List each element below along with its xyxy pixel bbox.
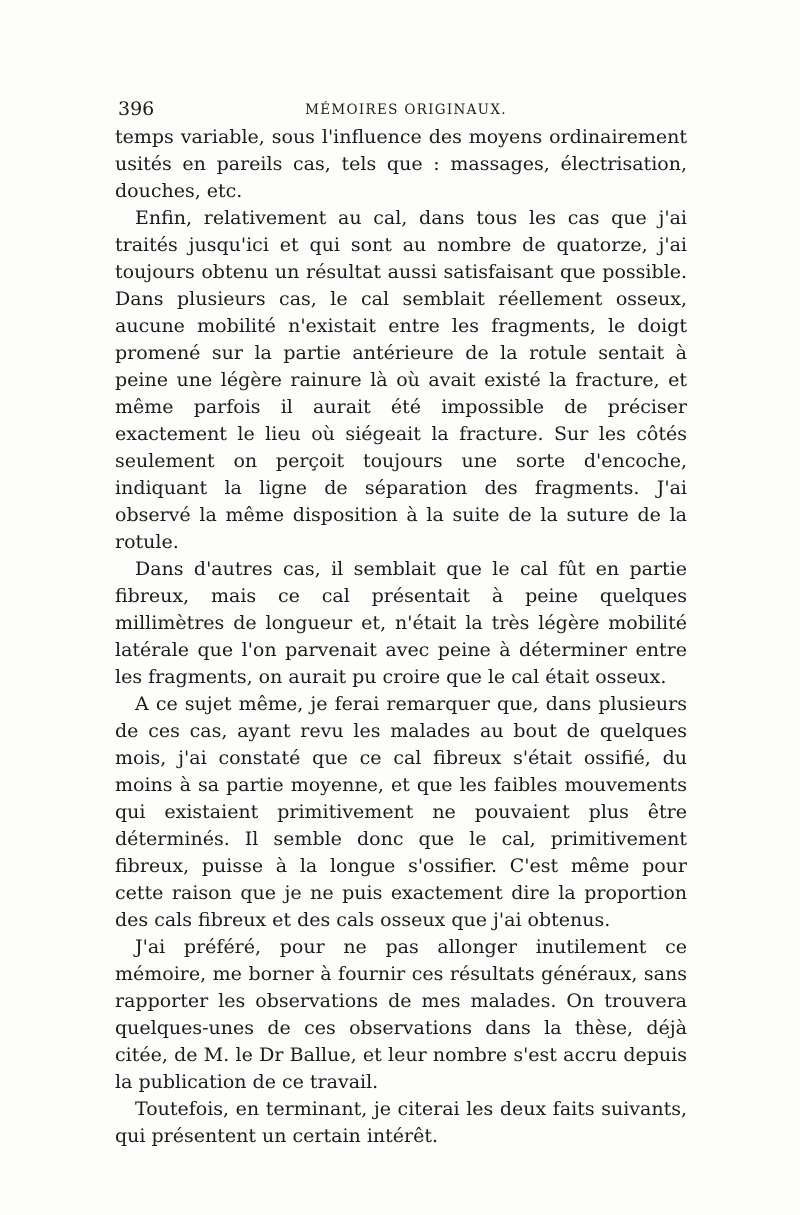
paragraph-conclusion: Toutefois, en terminant, je citerai les deux faits suivants, qui présentent un certain intérêt. <box>115 1098 687 1147</box>
running-title: MÉMOIRES ORIGINAUX. <box>305 102 507 118</box>
paragraph-continuation: temps variable, sous l'influence des moyens ordinairement usités en pareils cas, tels que : massages, électrisation, douches, etc. <box>115 126 687 202</box>
paragraph-fibrous-callus: Dans d'autres cas, il semblait que le cal fût en partie fibreux, mais ce cal présentait à peine quelques millimètres de longueur et, n'était la très légère mobilité latérale que l'on parvenait avec peine à déterminer entre les fragments, on aurait pu croire que le cal était osseux. <box>115 558 687 688</box>
paragraph-ossification: A ce sujet même, je ferai remarquer que, dans plusieurs de ces cas, ayant revu les malades au bout de quelques mois, j'ai constaté que ce cal fibreux s'était ossifié, du moins à sa partie moyenne, et que les faibles mouvements qui existaient primitivement ne pouvaient plus être déterminés. Il semble donc que le cal, primitivement fibreux, puisse à la longue s'ossifier. C'est même pour cette raison que je ne puis exactement dire la proportion des cals fibreux et des cals osseux que j'ai obtenus. <box>115 693 687 931</box>
paragraph-callus-results: Enfin, relativement au cal, dans tous les cas que j'ai traités jusqu'ici et qui sont au nombre de quatorze, j'ai toujours obtenu un résultat aussi satisfaisant que possible. Dans plusieurs cas, le cal semblait réellement osseux, aucune mobilité n'existait entre les fragments, le doigt promené sur la partie antérieure de la rotule sentait à peine une légère rainure là où avait existé la fracture, et même parfois il aurait été impossible de préciser exactement le lieu où siégeait la fracture. Sur les côtés seulement on perçoit toujours une sorte d'encoche, indiquant la ligne de séparation des fragments. J'ai observé la même disposition à la suite de la suture de la rotule. <box>115 207 687 553</box>
page-number: 396 <box>118 98 155 120</box>
running-head <box>118 96 694 124</box>
paragraph-observations: J'ai préféré, pour ne pas allonger inutilement ce mémoire, me borner à fournir ces résultats généraux, sans rapporter les observations de mes malades. On trouvera quelques-unes de ces observations dans la thèse, déjà citée, de M. le Dr Ballue, et leur nombre s'est accru depuis la publication de ce travail. <box>115 936 687 1093</box>
body-text <box>115 124 687 1150</box>
